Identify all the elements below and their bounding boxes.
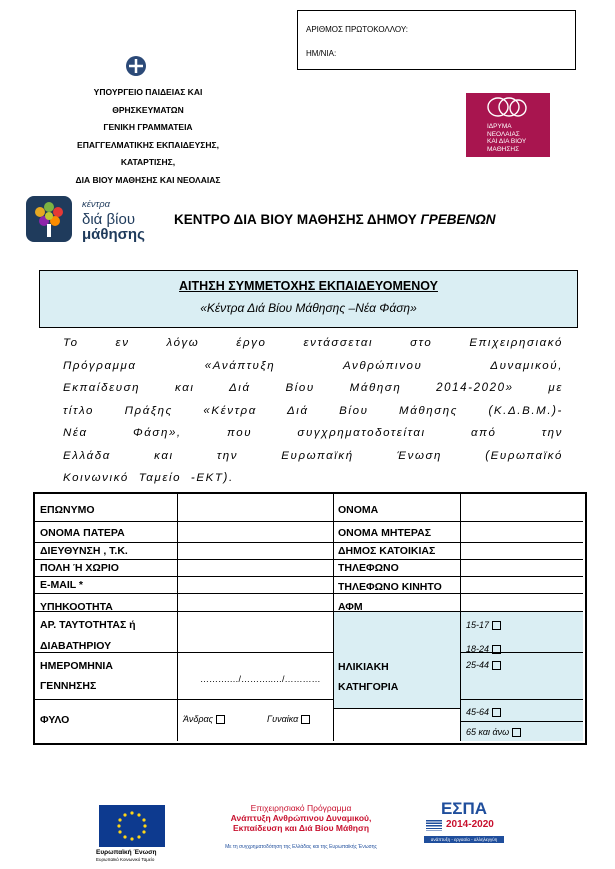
email-label: E-MAIL * bbox=[40, 579, 83, 591]
speech-bubbles-icon bbox=[487, 95, 527, 123]
age-option-label: 45-64 bbox=[466, 707, 490, 717]
espa-years: 2014-2020 bbox=[446, 819, 494, 830]
age-option-25-44[interactable] bbox=[466, 660, 501, 670]
ministry-line: ΔΙΑ ΒΙΟΥ ΜΑΘΗΣΗΣ ΚΑΙ ΝΕΟΛΑΙΑΣ bbox=[75, 174, 221, 185]
eu-label: Ευρωπαϊκή Ένωση bbox=[96, 849, 157, 856]
greek-flag-icon bbox=[426, 820, 442, 831]
program-line2: Ανάπτυξη Ανθρώπινου Δυναμικού, bbox=[230, 813, 372, 823]
protocol-number-label: ΑΡΙΘΜΟΣ ΠΡΩΤΟΚΟΛΛΟΥ: bbox=[306, 25, 408, 34]
eu-sublabel: Ευρωπαϊκό Κοινωνικό Ταμείο bbox=[96, 857, 155, 862]
gender-female-option[interactable] bbox=[267, 714, 310, 724]
center-title-city: ΓΡΕΒΕΝΩΝ bbox=[420, 212, 496, 227]
age-option-label: 18-24 bbox=[466, 644, 490, 654]
age-option-label: 65 και άνω bbox=[466, 727, 510, 737]
birth-label-line2: ΓΕΝΝΗΣΗΣ bbox=[40, 680, 97, 692]
municipality-label: ΔΗΜΟΣ ΚΑΤΟΙΚΙΑΣ bbox=[338, 545, 436, 557]
citizenship-field[interactable] bbox=[178, 594, 332, 611]
application-title-box bbox=[39, 270, 578, 328]
checkbox-icon[interactable] bbox=[216, 715, 225, 724]
birth-label-line1: ΗΜΕΡΟΜΗΝΙΑ bbox=[40, 660, 113, 672]
program-line1: Επιχειρησιακό Πρόγραμμα bbox=[250, 803, 352, 813]
inedivim-line: ΝΕΟΛΑΙΑΣ bbox=[487, 130, 520, 138]
gender-male-label: Άνδρας bbox=[183, 714, 214, 724]
father-name-field[interactable] bbox=[178, 522, 332, 542]
checkbox-icon[interactable] bbox=[492, 708, 501, 717]
mother-name-field[interactable] bbox=[461, 522, 582, 542]
espa-logo bbox=[424, 800, 504, 854]
checkbox-icon[interactable] bbox=[512, 728, 521, 737]
program-note: Με τη συγχρηματοδότηση της Ελλάδας και της Ευρωπαϊκής Ένωσης bbox=[225, 844, 377, 850]
ministry-line: ΓΕΝΙΚΗ ΓΡΑΜΜΑΤΕΙΑ bbox=[103, 122, 193, 132]
registration-form bbox=[33, 492, 587, 745]
intro-line: τίτλο Πράξης «Κέντρα Διά Βίου Μάθησης (Κ.Δ.Β.Μ.)- bbox=[63, 404, 563, 417]
kdbm-logo-line2: διά βίου bbox=[82, 211, 136, 228]
intro-line: Κοινωνικό Ταμείο -ΕΚΤ). bbox=[63, 472, 234, 484]
surname-label: ΕΠΩΝΥΜΟ bbox=[40, 504, 95, 516]
municipality-field[interactable] bbox=[461, 543, 582, 559]
surname-field[interactable] bbox=[178, 495, 332, 521]
ministry-line: ΥΠΟΥΡΓΕΙΟ ΠΑΙΔΕΙΑΣ ΚΑΙ bbox=[93, 87, 203, 97]
inedivim-logo bbox=[466, 93, 550, 157]
ministry-line: ΘΡΗΣΚΕΥΜΑΤΩΝ bbox=[112, 104, 184, 115]
name-label: ΟΝΟΜΑ bbox=[338, 504, 379, 516]
program-block bbox=[196, 803, 406, 833]
intro-line: Εκπαίδευση και Διά Βίου Μάθηση 2014-2020» με bbox=[63, 382, 563, 394]
center-title-prefix: ΚΕΝΤΡΟ ΔΙΑ ΒΙΟΥ ΜΑΘΗΣΗΣ ΔΗΜΟΥ bbox=[174, 212, 417, 227]
center-title bbox=[174, 212, 496, 227]
intro-line: Ελλάδα και την Ευρωπαϊκή Ένωση (Ευρωπαϊκό bbox=[63, 449, 563, 462]
mobile-field[interactable] bbox=[461, 577, 582, 593]
age-option-label: 25-44 bbox=[466, 660, 490, 670]
kdbm-logo bbox=[26, 196, 150, 242]
footer-logos bbox=[96, 800, 536, 860]
age-option-15-17[interactable] bbox=[466, 620, 501, 630]
greek-emblem-icon bbox=[126, 56, 146, 76]
checkbox-icon[interactable] bbox=[492, 645, 501, 654]
age-option-label: 15-17 bbox=[466, 620, 490, 630]
citizenship-label: ΥΠΗΚΟΟΤΗΤΑ bbox=[40, 601, 113, 613]
ministry-line: ΚΑΤΑΡΤΙΣΗΣ, bbox=[120, 157, 176, 167]
city-field[interactable] bbox=[178, 560, 332, 576]
id-label-line2: ΔΙΑΒΑΤΗΡΙΟΥ bbox=[40, 640, 112, 652]
age-option-45-64[interactable] bbox=[466, 707, 501, 717]
tree-icon bbox=[26, 196, 72, 242]
age-category-label-line1: ΗΛΙΚΙΑΚΗ bbox=[338, 661, 389, 673]
intro-paragraph bbox=[63, 332, 563, 490]
espa-title: ΕΣΠΑ bbox=[440, 799, 488, 818]
kdbm-logo-line3: μάθησης bbox=[82, 226, 145, 243]
id-label-line1: ΑΡ. ΤΑΥΤΟΤΗΤΑΣ ή bbox=[40, 619, 136, 631]
phone-field[interactable] bbox=[461, 560, 582, 576]
name-field[interactable] bbox=[461, 495, 582, 521]
checkbox-icon[interactable] bbox=[492, 661, 501, 670]
mother-name-label: ΟΝΟΜΑ ΜΗΤΕΡΑΣ bbox=[338, 527, 432, 539]
mobile-label: ΤΗΛΕΦΩΝΟ ΚΙΝΗΤΟ bbox=[338, 581, 442, 593]
gender-female-label: Γυναίκα bbox=[267, 714, 299, 724]
father-name-label: ΟΝΟΜΑ ΠΑΤΕΡΑ bbox=[40, 527, 125, 539]
inedivim-line: ΙΔΡΥΜΑ bbox=[487, 123, 512, 130]
age-option-18-24[interactable] bbox=[466, 644, 501, 654]
email-field[interactable] bbox=[178, 577, 332, 593]
afm-field[interactable] bbox=[461, 594, 582, 611]
age-option-65-plus[interactable] bbox=[466, 727, 521, 737]
age-category-label-line2: ΚΑΤΗΓΟΡΙΑ bbox=[338, 681, 399, 693]
espa-tagline: ανάπτυξη - εργασία - αλληλεγγύη bbox=[424, 836, 504, 843]
gender-label: ΦΥΛΟ bbox=[40, 714, 70, 726]
program-line3: Εκπαίδευση και Διά Βίου Μάθηση bbox=[232, 823, 370, 833]
address-label: ΔΙΕΥΘΥΝΣΗ , Τ.Κ. bbox=[40, 545, 128, 557]
gender-male-option[interactable] bbox=[183, 714, 225, 724]
afm-label: ΑΦΜ bbox=[338, 601, 363, 613]
protocol-box bbox=[297, 10, 576, 70]
inedivim-line: ΜΑΘΗΣΗΣ bbox=[487, 145, 520, 153]
intro-line: Νέα Φάση», που συγχρηματοδοτείται από την bbox=[63, 427, 563, 439]
city-label: ΠΟΛΗ Ή ΧΩΡΙΟ bbox=[40, 562, 119, 574]
checkbox-icon[interactable] bbox=[301, 715, 310, 724]
kdbm-logo-line1: κέντρα bbox=[82, 199, 111, 210]
protocol-date-label: ΗΜ/ΝΙΑ: bbox=[306, 49, 337, 58]
birth-date-field[interactable]: ……….…/………..…/………… bbox=[200, 674, 321, 684]
id-field[interactable] bbox=[178, 612, 332, 652]
age-category-shade bbox=[333, 611, 460, 708]
checkbox-icon[interactable] bbox=[492, 621, 501, 630]
eu-flag-icon bbox=[99, 805, 165, 847]
ministry-line: ΕΠΑΓΓΕΛΜΑΤΙΚΗΣ ΕΚΠΑΙΔΕΥΣΗΣ, bbox=[77, 139, 219, 150]
inedivim-line: ΚΑΙ ΔΙΑ ΒΙΟΥ bbox=[487, 138, 527, 145]
ministry-header bbox=[38, 84, 258, 189]
address-field[interactable] bbox=[178, 543, 332, 559]
intro-line: Πρόγραμμα «Ανάπτυξη Ανθρώπινου Δυναμικού, bbox=[63, 359, 563, 372]
intro-line: Το εν λόγω έργο εντάσσεται στο Επιχειρησιακό bbox=[63, 337, 563, 349]
application-title: ΑΙΤΗΣΗ ΣΥΜΜΕΤΟΧΗΣ ΕΚΠΑΙΔΕΥΟΜΕΝΟΥ bbox=[179, 279, 438, 293]
application-subtitle: «Κέντρα Διά Βίου Μάθησης –Νέα Φάση» bbox=[200, 301, 417, 315]
phone-label: ΤΗΛΕΦΩΝΟ bbox=[338, 562, 399, 574]
